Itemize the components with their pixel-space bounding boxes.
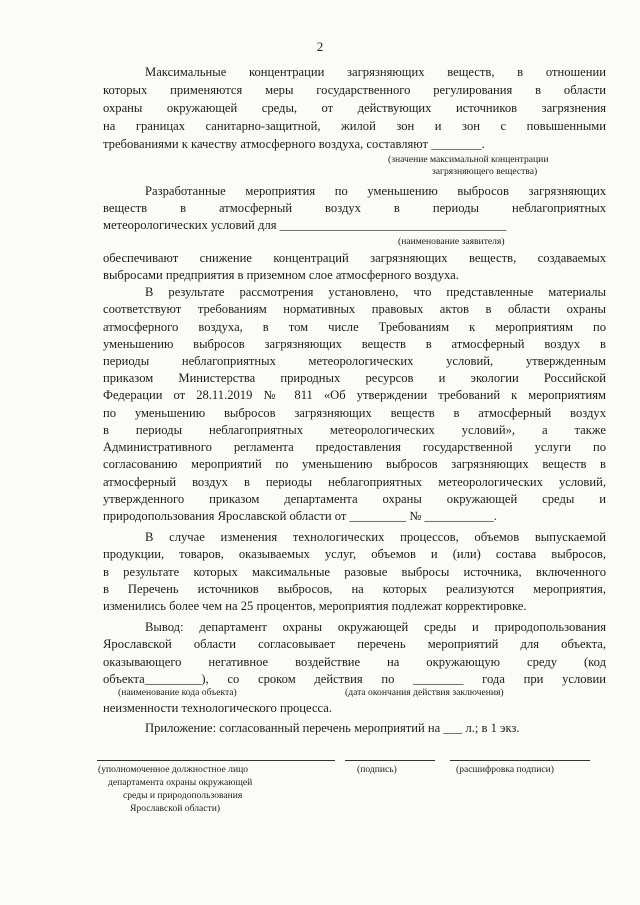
text-line: периоды неблагоприятных метеорологических условий, утвержденным	[103, 354, 606, 368]
text-line: на границах санитарно-защитной, жилой зон и зон с повышенными	[103, 119, 606, 133]
text-line: в результате которых максимальные разовые выбросы источника, включенного	[103, 565, 606, 579]
note-applicant: (наименование заявителя)	[398, 236, 505, 247]
signature-rule-official	[97, 760, 335, 761]
text-line: утвержденного приказом департамента охраны окружающей среды и	[103, 492, 606, 506]
text-line: обеспечивают снижение концентраций загрязняющих веществ, создаваемых	[103, 251, 606, 265]
signature-official-label: Ярославской области)	[130, 803, 221, 814]
text-line: выбросами предприятия в приземном слое атмосферного воздуха.	[103, 268, 459, 282]
text-line: веществ в атмосферный воздух в периоды неблагоприятных	[103, 201, 606, 215]
text-line: оказывающего негативное воздействие на окружающую среду (код	[103, 655, 606, 669]
signature-rule-sign	[345, 760, 435, 761]
text-line: Административного регламента предоставления государственной услуги по	[103, 440, 606, 454]
text-line: в Перечень источников выбросов, на которых реализуются мероприятия,	[103, 582, 606, 596]
text-line: требованиями к качеству атмосферного воздуха, составляют ________.	[103, 137, 485, 151]
signature-decoding-label: (расшифровка подписи)	[456, 764, 554, 775]
text-line: соответствуют требованиям нормативных правовых актов в области охраны	[103, 302, 606, 316]
text-line: продукции, товаров, оказываемых услуг, объемов и (или) состава выбросов,	[103, 547, 606, 561]
text-line: атмосферного воздуха, в том числе Требованиям к мероприятиям по	[103, 320, 606, 334]
text-line: В результате рассмотрения установлено, что представленные материалы	[145, 285, 606, 299]
text-line: которых применяются меры государственного регулирования в области	[103, 83, 606, 97]
note-max-concentration: (значение максимальной концентрации	[388, 154, 549, 165]
signature-official-label: департамента охраны окружающей	[108, 777, 253, 788]
text-line: объекта_________), со сроком действия по ________ года при условии	[103, 672, 606, 686]
text-line: по уменьшению выбросов загрязняющих веществ в атмосферный воздух	[103, 406, 606, 420]
text-line: природопользования Ярославской области от _________ № ___________.	[103, 509, 497, 523]
signature-official-label: (уполномоченное должностное лицо	[98, 764, 249, 775]
text-line: изменились более чем на 25 процентов, мероприятия подлежат корректировке.	[103, 599, 527, 613]
text-line: согласованию мероприятий по уменьшению выбросов загрязняющих веществ в	[103, 457, 606, 471]
text-line: неизменности технологического процесса.	[103, 701, 333, 715]
signature-official-label: среды и природопользования	[123, 790, 243, 801]
text-line: Вывод: департамент охраны окружающей среды и природопользования	[145, 620, 606, 634]
text-line: атмосферный воздух в периоды неблагоприятных метеорологических условий,	[103, 475, 606, 489]
text-line: метеорологических условий для ____________________________________	[103, 218, 507, 232]
note-max-concentration: загрязняющего вещества)	[432, 166, 538, 177]
text-line: Разработанные мероприятия по уменьшению выбросов загрязняющих	[145, 184, 606, 198]
text-line: В случае изменения технологических процессов, объемов выпускаемой	[145, 530, 606, 544]
signature-sign-label: (подпись)	[357, 764, 397, 775]
text-line: в периоды неблагоприятных метеорологических условий», а также	[103, 423, 606, 437]
page-number: 2	[316, 39, 324, 54]
note-object-code: (наименование кода объекта)	[118, 687, 237, 698]
text-line: Максимальные концентрации загрязняющих веществ, в отношении	[145, 65, 606, 79]
text-line: приказом Министерства природных ресурсов и экологии Российской	[103, 371, 606, 385]
note-expiry-date: (дата окончания действия заключения)	[345, 687, 504, 698]
signature-rule-decoding	[450, 760, 590, 761]
text-line: уменьшению выбросов загрязняющих веществ в атмосферный воздух в	[103, 337, 606, 351]
text-line: охраны окружающей среды, от действующих источников загрязнения	[103, 101, 606, 115]
text-line: Ярославской области согласовывает перечень мероприятий для объекта,	[103, 637, 606, 651]
attachment-line: Приложение: согласованный перечень мероприятий на ___ л.; в 1 экз.	[145, 721, 520, 735]
text-line: Федерации от 28.11.2019 № 811 «Об утверждении требований к мероприятиям	[103, 388, 606, 402]
